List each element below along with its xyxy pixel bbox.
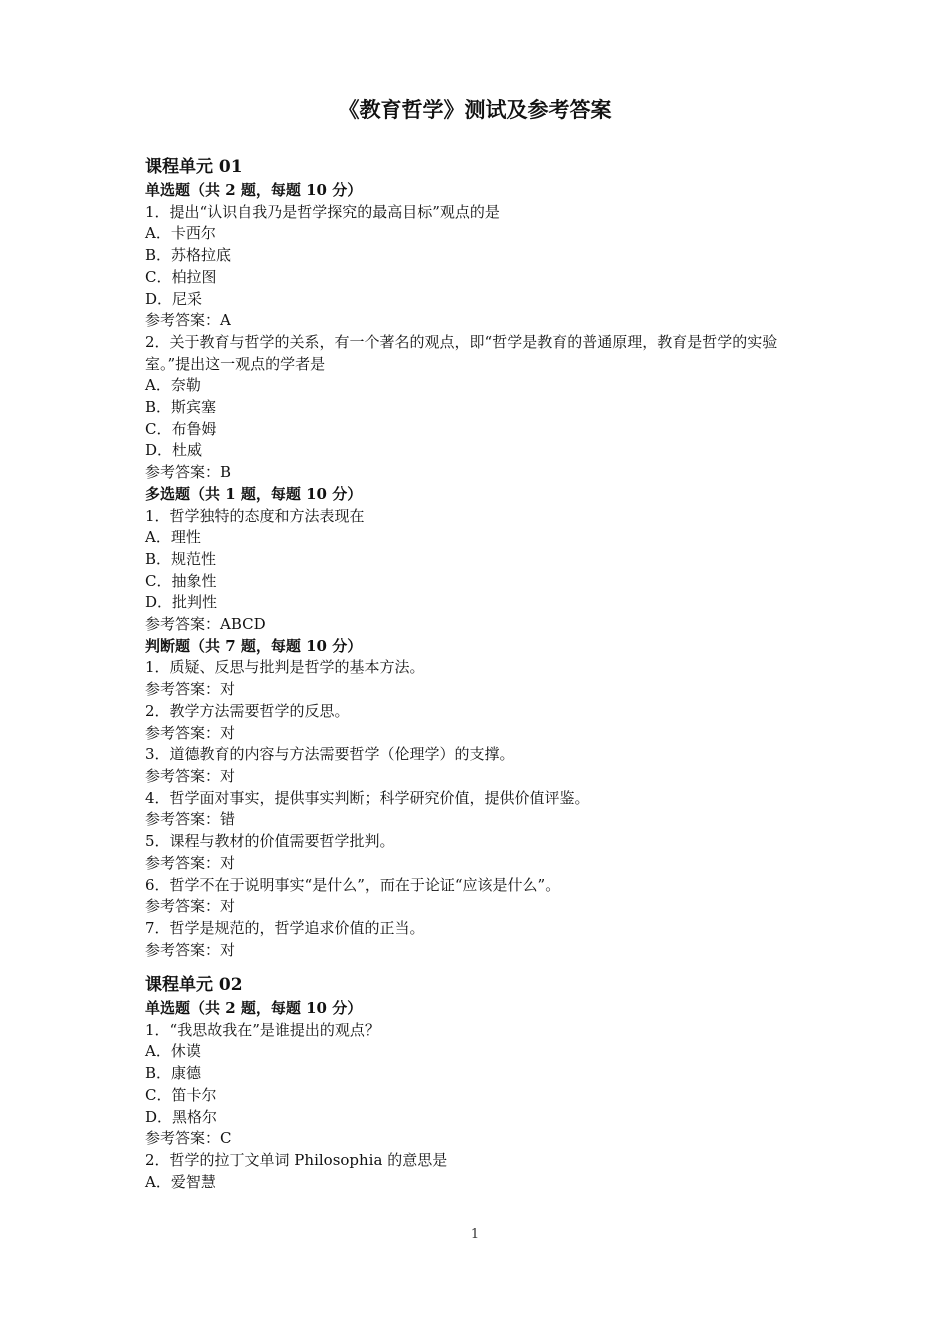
option-d: D．尼采 — [145, 289, 203, 308]
reference-answer: 参考答案：B — [145, 463, 232, 482]
option-a: A．休谟 — [145, 1042, 201, 1061]
reference-answer: 参考答案：错 — [145, 810, 236, 829]
section-heading-true-false: 判断题（共 7 题，每题 10 分） — [145, 636, 363, 655]
unit-heading: 课程单元 01 — [145, 157, 243, 177]
unit-02 — [145, 972, 815, 1193]
option-a: A．理性 — [145, 528, 201, 547]
question-stem: 4．哲学面对事实，提供事实判断；科学研究价值，提供价值评鉴。 — [145, 788, 590, 807]
page-number: 1 — [470, 1227, 480, 1242]
reference-answer: 参考答案：对 — [145, 723, 236, 742]
document-title: 《教育哲学》测试及参考答案 — [338, 97, 612, 122]
section-heading-single-choice: 单选题（共 2 题，每题 10 分） — [145, 999, 363, 1017]
question-stem: 5．课程与教材的价值需要哲学批判。 — [145, 832, 395, 851]
option-d: D．黑格尔 — [145, 1107, 218, 1126]
section-heading-single-choice: 单选题（共 2 题，每题 10 分） — [145, 181, 363, 199]
reference-answer: 参考答案：A — [145, 311, 231, 330]
option-a: A．爱智慧 — [145, 1172, 216, 1191]
option-b: B．斯宾塞 — [145, 398, 217, 417]
option-c: C．柏拉图 — [145, 267, 217, 286]
reference-answer: 参考答案：C — [145, 1129, 232, 1148]
option-b: B．苏格拉底 — [145, 246, 232, 265]
option-c: C．抽象性 — [145, 571, 217, 590]
option-a: A．奈勒 — [145, 376, 201, 395]
unit-heading: 课程单元 02 — [145, 975, 243, 995]
option-b: B．康德 — [145, 1064, 202, 1083]
option-c: C．笛卡尔 — [145, 1085, 217, 1104]
question-stem: 7．哲学是规范的，哲学追求价值的正当。 — [145, 918, 425, 937]
question-stem: 1．质疑、反思与批判是哲学的基本方法。 — [145, 658, 425, 677]
reference-answer: 参考答案：对 — [145, 853, 236, 872]
question-stem: 1．哲学独特的态度和方法表现在 — [145, 506, 365, 525]
reference-answer: 参考答案：ABCD — [145, 615, 266, 634]
question-stem: 2．关于教育与哲学的关系，有一个著名的观点，即“哲学是教育的普通原理，教育是哲学的实验室。”提出这一观点的学者是 — [145, 332, 778, 373]
question-stem: 3．道德教育的内容与方法需要哲学（伦理学）的支撑。 — [145, 745, 515, 764]
reference-answer: 参考答案：对 — [145, 680, 236, 699]
option-a: A．卡西尔 — [145, 224, 216, 243]
question-stem: 2．教学方法需要哲学的反思。 — [145, 701, 350, 720]
question-stem: 2．哲学的拉丁文单词 Philosophia 的意思是 — [145, 1150, 448, 1169]
reference-answer: 参考答案：对 — [145, 897, 236, 916]
option-d: D．批判性 — [145, 593, 218, 612]
question-stem: 6．哲学不在于说明事实“是什么”，而在于论证“应该是什么”。 — [145, 875, 561, 894]
option-c: C．布鲁姆 — [145, 419, 217, 438]
option-b: B．规范性 — [145, 549, 217, 568]
unit-01 — [145, 154, 815, 961]
question-stem: 1．“我思故我在”是谁提出的观点？ — [145, 1020, 380, 1039]
option-d: D．杜威 — [145, 441, 203, 460]
question-stem: 1．提出“认识自我乃是哲学探究的最高目标”观点的是 — [145, 202, 500, 221]
reference-answer: 参考答案：对 — [145, 766, 236, 785]
section-heading-multiple-choice: 多选题（共 1 题，每题 10 分） — [145, 484, 363, 503]
reference-answer: 参考答案：对 — [145, 940, 236, 959]
